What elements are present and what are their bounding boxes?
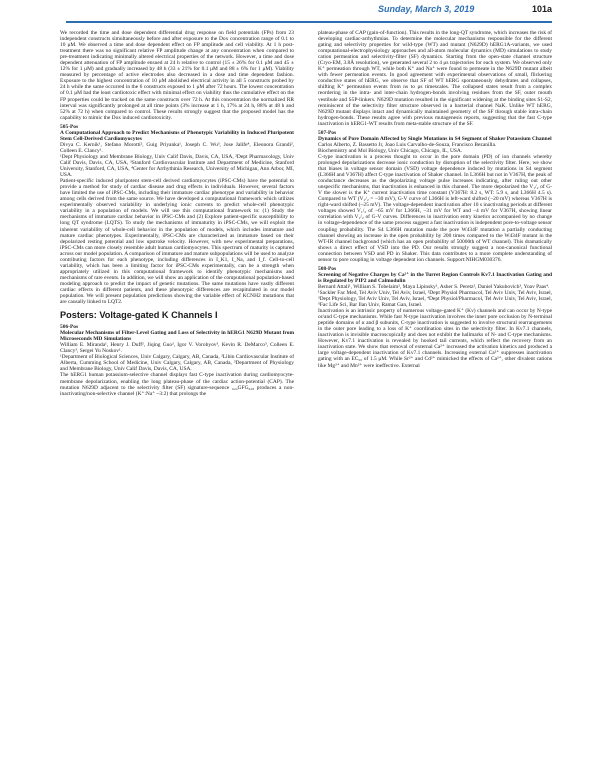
abstract-authors: Bernard Attali¹, William S. Tobelaim², Maya Lipinsky¹, Asher S. Peretz², Daniel Yakubovich³, Yoav Paas⁴. xyxy=(318,283,550,290)
abstract-id: 508-Pos xyxy=(318,265,337,272)
abstract-id: 507-Pos xyxy=(318,129,337,136)
continued-abstract-text: plateau-phase of CAP (gain-of-function). This results in the long-QT syndrome, which increases the risk of developing cardiac-arrhythmias. To determine the molecular mechanisms responsible for the different gating and selectivity properties for wild-type (WT) and mutant (N629D) hERG1A-variants, we used computational-electrophysiology approaches and all-atom molecular dynamics (MD) simulations to study cation permeation and selectivity-filter (SF) dynamics. Starting from the open-state channel structure (Cryo-EM, 3.8Å resolution), we generated several 2 to 4 μs trajectories for each system. We observed only K⁺ permeation through WT, while both K⁺ and Na⁺ were found to permeate in the N629D mutant albeit with fewer permeation events. In good agreement with experimental observations of small, flickering conductive states of hERG, we observe that SF of WT hERG spontaneously dehydrates and collapses, shifting K⁺ permeation events from ns to μs timescales. The collapsed states result from a complex reordering in the intra- and inter-chain hydrogen-bonds involving residues from the SF, outer mouth vestibule and S5P-linkers. N629D mutation resulted in the significant widening at the binding sites S1-S2, reminiscent of the selectivity filter structure observed in a bacterial channel NaK. Unlike WT hERG, N629D mutant displays intact and dynamically maintained geometry of the SF through stable intra-chain hydrogen-bonds. These results agree with previous mutagenesis reports, suggesting that the fast C-type inactivation in hERG1-WT results from meta-stable structure of the SF. xyxy=(318,30,552,127)
abstract-title: A Computational Approach to Predict Mechanisms of Phenotypic Variability in Induced Pluripotent Stem Cell-Derived Cardiomyocytes xyxy=(60,129,294,142)
abstract-505 xyxy=(60,124,294,305)
abstract-body: Patient-specific induced pluripotent stem-cell derived cardiomyocytes (iPSC-CMs) have the potential to provide a method for study of cardiac disease and drug effects in individuals. However, several factors have limited the use of iPSC-CMs, including their immature cardiac phenotype and variability in behavior among cells derived from the same source. We have developed a computational framework which utilizes experimentally observed variability in underlying ionic currents to predict whole-cell phenotypic variability in a population of models. We will use this computational framework to: (1) Study the mechanisms of immature cardiac behavior in iPSC-CMs and (2) Explore patient-specific susceptibility to long QT syndrome (LQTS). To study the mechanisms of immaturity in iPSC-CMs, we will exploit the inherent variability of whole-cell behavior in the population of models, which includes immature and mature cardiac phenotypes. Experimentally, iPSC-CMs are characterized as immature based on their depolarized resting potential and low upstroke velocity. However, with new experimental preparations, iPSC-CMs can more closely resemble adult human cardiomyocytes. This spectrum of maturity is captured across our model population. A comparison of immature and mature subpopulations will be used to analyze contributing factors for each phenotype, including differences in I_K1, I_Na, and I_f. Cell-to-cell variability, which has been a limiting factor for iPSC-CMs experimentally, can be a strength when appropriately utilized in this computational framework to identify phenotypic mechanisms and mechanisms of rare events. In addition, we will show an application of the computational population-based modeling approach to predict the impact of genetic mutations. The same mutations have vastly different cardiac effects in different patients, and these phenotypic differences are recapitulated in our model population. We will present population predictions showing the variable effect of KCNH2 mutations that are causally linked to LQT2. xyxy=(60,178,294,306)
abstract-affiliations: ¹Sackler Fac Med, Tel Aviv Univ, Tel Aviv, Israel, ²Dept Physiol Pharmacol, Tel Aviv Univ, Tel Aviv, Israel, ³Dept Physiology, Tel Aviv Univ, Tel Aviv, Israel, ⁴Dept Physiol/Pharmacol, Tel Aviv Univ, Tel Aviv, Israel, ⁵Fac Life Sci, Bar Ilan Univ, Ramat Gan, Israel. xyxy=(318,289,552,309)
abstract-affiliations: ¹Department of Biological Sciences, Univ Calgary, Calgary, AB, Canada, ²Libin Cardiovascular Institute of Alberta, Cumming School of Medicine, Univ Calgary, Calgary, AB, Canada, ³Department of Physiology and Membrane Biology, Univ Calif Davis, Davis, CA, USA. xyxy=(60,354,294,373)
abstract-affiliations: Biochemistry and Mol Biology, Univ Chicago, Chicago, IL, USA. xyxy=(318,147,463,154)
page-number: 101a xyxy=(531,4,552,14)
abstract-body: Inactivation is an intrinsic property of numerous voltage-gated K⁺ (Kv) channels and can occur by N-type or/and C-type mechanisms. While fast N-type inactivation involves the inner pore occlusion by N-terminal peptide domains of α and β subunits, C-type inactivation is suggested to involve structural rearrangements in the outer pore leading to a loss of K⁺ coordination sites in the selectivity filter. In Kv7.1 channels, inactivation is invisible macroscopically and does not exhibit the hallmarks of N- and C-type mechanisms. However, Kv7.1 inactivation is revealed by hooked tail currents, which reflect the recovery from an inactivation state. We show that removal of external Ca²⁺ increased the activation kinetics and produced a large voltage-dependent inactivation of Kv7.1 channels. Increasing external Ca²⁺ suppresses inactivation gating with an EC₅₀ of 1.5 μM. While Sr²⁺ and Cd²⁺ mimicked the effects of Ca²⁺, other divalent cations like Mg²⁺ and Mn²⁺ were ineffective. External xyxy=(318,308,552,369)
abstract-body: The hERG1 human potassium-selective channel displays fast C-type inactivation during cardiomyocyte-membrane depolarization, enabling the long plateau-phase of the cardiac action-potential (CAP). The mutation N629D adjacent to the selectivity filter (SF) signature-sequence ₆₂₄GFG₆₂₈ produces a non-inactivating/non-selective channel (K⁺:Na⁺ ~3:2) that prolongs the xyxy=(60,372,294,397)
abstract-506 xyxy=(60,324,294,397)
abstract-authors: Divya C. Kernik¹, Stefano Morotti², Guig Priyanka¹, Joseph C. Wu³, Jose Jalife⁴, Eleonora Grandi², Colleen E. Clancy¹. xyxy=(60,141,294,154)
abstract-body: C-type inactivation is a process thought to occur in the pore domain (PD) of ion channels whereby prolonged depolarizations decrease ionic conduction by disruption of the selectivity filter. Here, we show that biases in voltage sensor domain (VSD) voltage dependence induced by mutations in S4 segment (L366H and V367H) affect C-type inactivation of Shaker channel. In L366H but not in V367H, the peak of conductance decreases as the depolarizing voltage pulse increases indicating, after ruling out other unspecific mechanisms, that inactivation is enhanced in this channel. The more depolarized the V₁/₂ of G-V the slower is the K⁺ current inactivation time constant (V367H: 8.2 s, WT: 5.9 s, and L366H 4.5 s). Compared to WT (V₁/₂ = −30 mV), G-V curve of L366H is left-ward shifted (−20 mV) whereas V367H is right-ward shifted (~25 mV). The voltage-dependent inactivation after 10 s inactivating periods at different voltages showed V₁/₂ of −65 mV for L366H, −31 mV for WT and −4 mV for V367H, showing linear correlation with V₁/₂ of G-V curves. Differences in inactivation entry kinetics accompanied by no change in voltage-dependence of the same process suggest a fast inactivation is independent pore-to-voltage sensor coupling probability. The S4 L366H mutation made the pore W434F mutation a partially conducting channel showing an increase in the open probability by 200 times compared to the W434F mutant in the WT-IR channel background (which has an open probability of 50000th of WT channel). This dramatically shows a direct effect of VSD into the PD. Our results strongly suggest a non-canonical functional connection between VSD and PD in Shaker. This data contributes to a more complete understanding of sensor to pore coupling in voltage dependent ion channels. Support:NIHGM030376. xyxy=(318,153,552,263)
abstract-id: 505-Pos xyxy=(60,123,79,130)
header-rule xyxy=(66,21,552,23)
abstract-507 xyxy=(318,130,552,263)
abstract-authors: Carlos Alberto, Z. Bassetto Jr, Joao Luis Carvalho-de-Souza, Francisco Bezanilla. xyxy=(318,141,497,148)
continued-abstract-text: We recorded the time and dose dependent differential drug response on field potentials (FPs) from 23 independent constructs simultaneously before and after exposure to the Dox concentration range of 0.1 to 10 μM. We observed a time and dose dependent effect on FP amplitude and cell viability. At 1 h post-treatment there was no significant relative FP amplitude change at any concentration when compared to pre-treatment indicating minimally altered electrical properties of the network. However, a time and dose dependent attenuation of FP amplitude ensued at 24 h relative to control (15 ± 26% for 0.1 μM and 45 ± 12% for 1 μM) and gradually increased by 48 h (33 ± 21% for 0.1 μM and 88 ± 6% for 1 μM). Viability measured by percentage of active electrodes also decreased in a dose and time dependent fashion. Exposure to the highest concentration of 10 μM abolished electrical activity in all 5 constructs probed by 24 h while the same occurred in the 6 constructs exposed to 1 μM after 72 hours. The lowest concentration of 0.1 μM had the least cardiotoxic effect with minimal effect on viability thus the cumulative effect on the FP properties could be tracked on the same constructs over 72 h. At this concentration the normalized RR interval was significantly prolonged at all time points (3% increase at 1 h, 17% at 24 h, 88% at 48 h and 52% at 72 h) when compared to control. These results strongly suggest that the proposed model has the capability to mimic the Dox induced cardiotoxicity. xyxy=(60,30,294,121)
running-head xyxy=(378,4,552,14)
abstract-508 xyxy=(318,266,552,369)
abstract-id: 506-Pos xyxy=(60,324,79,331)
abstract-title: Dynamics of Pore Domain Affected by Single Mutations in S4 Segment of Shaker Potassium Channel xyxy=(318,135,552,142)
right-column xyxy=(318,30,552,776)
header-date: Sunday, March 3, 2019 xyxy=(378,4,475,14)
left-column xyxy=(60,30,294,776)
abstract-title: Molecular Mechanisms of Filter-Level Gating and Loss of Selectivity in hERG1 N629D Mutant from Microseconds MD Simulations xyxy=(60,330,294,343)
abstract-title: Screening of Negative Charges by Ca²⁺ in the Turret Region Controls Kv7.1 Inactivation Gating and is Regulated by PIP2 and Calmodulin xyxy=(318,271,552,284)
session-heading: Posters: Voltage-gated K Channels I xyxy=(60,310,218,321)
abstract-authors: William E. Miranda¹, Henry J. Duff², Jiqing Guo², Igor V. Vorobyov³, Kevin R. DeMarco³, Colleen E. Clancy³, Sergei Yu Noskov¹. xyxy=(60,342,294,355)
abstract-affiliations: ¹Dept Physiology and Membrane Biology, Univ Calif Davis, Davis, CA, USA, ²Dept Pharmacology, Univ Calif Davis, Davis, CA, USA, ³Stanford Cardiovascular Institute and Department of Medicine, Stanford University, Stanford, CA, USA, ⁴Center for Arrhythmia Research, University of Michigan, Ann Arbor, MI, USA. xyxy=(60,153,294,179)
